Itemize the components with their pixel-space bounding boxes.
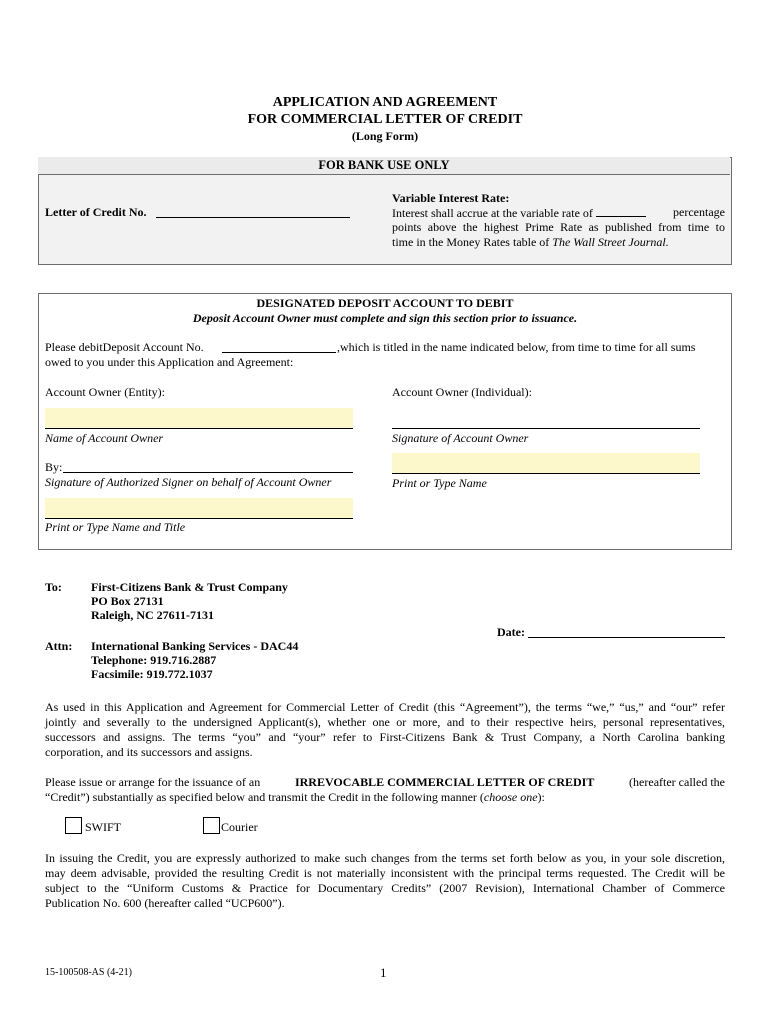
- deposit-line1-post: ,which is titled in the name indicated below, from time to time for all sums: [337, 340, 696, 354]
- individual-signature-caption: Signature of Account Owner: [392, 431, 529, 445]
- by-label: By:: [45, 460, 63, 474]
- bank-po-box: PO Box 27131: [91, 594, 164, 608]
- para1-line3: successors and assigns. The terms “you” and “your” refer to First-Citizens Bank & Trust Company, a North Carolina banking: [45, 730, 725, 744]
- bank-city: Raleigh, NC 27611-7131: [91, 608, 214, 622]
- para1-line2: jointly and severally to the undersigned Applicant(s), whether one or more, and to their respective heirs, personal representatives,: [45, 715, 725, 729]
- swift-checkbox[interactable]: [65, 817, 82, 834]
- individual-signature-field[interactable]: [392, 413, 700, 429]
- authorized-signer-caption: Signature of Authorized Signer on behalf of Account Owner: [45, 475, 332, 489]
- authorized-signer-signature-field[interactable]: [63, 458, 353, 473]
- entity-name-field[interactable]: [45, 408, 353, 429]
- letter-of-credit-number-field[interactable]: [156, 203, 350, 218]
- para3-line3: subject to the “Uniform Customs & Practice for Documentary Credits” (2007 Revision), International Chamber of Commerce: [45, 881, 725, 895]
- wall-street-journal-title: The Wall Street Journal.: [552, 235, 669, 249]
- deposit-heading: DESIGNATED DEPOSIT ACCOUNT TO DEBIT: [256, 296, 514, 310]
- irrevocable-credit-text: IRREVOCABLE COMMERCIAL LETTER OF CREDIT: [294, 775, 595, 789]
- swift-label: SWIFT: [85, 820, 121, 834]
- para1-line4: corporation, and its successors and assigns.: [45, 745, 253, 759]
- variable-rate-title: Variable Interest Rate:: [392, 191, 510, 205]
- rate-percentage-field[interactable]: [596, 205, 646, 217]
- para3-line1: In issuing the Credit, you are expressly authorized to make such changes from the terms set forth below as you, in your sole discretion,: [45, 851, 725, 865]
- bank-telephone: Telephone: 919.716.2887: [91, 653, 217, 667]
- bank-company-name: First-Citizens Bank & Trust Company: [91, 580, 288, 594]
- bank-facsimile: Facsimile: 919.772.1037: [91, 667, 213, 681]
- letter-of-credit-label: Letter of Credit No.: [45, 205, 147, 219]
- para3-line4: Publication No. 600 (hereafter called “UCP600”).: [45, 896, 285, 910]
- date-field[interactable]: [528, 623, 725, 638]
- individual-print-name-field[interactable]: [392, 453, 700, 474]
- deposit-line1-pre: Please debitDeposit Account No.: [45, 340, 204, 354]
- bank-department: International Banking Services - DAC44: [91, 639, 299, 653]
- document-title-line2: FOR COMMERCIAL LETTER OF CREDIT: [247, 112, 523, 127]
- entity-print-name-title-field[interactable]: [45, 498, 353, 519]
- date-label: Date:: [497, 625, 525, 639]
- rate-line-3: time in the Money Rates table of The Wall Street Journal.: [392, 235, 669, 249]
- deposit-account-number-field[interactable]: [222, 338, 336, 353]
- rate-line-2: points above the highest Prime Rate as published from time to: [392, 220, 725, 234]
- para2-line1: Please issue or arrange for the issuance of an IRREVOCABLE COMMERCIAL LETTER OF CREDIT (hereafter called the: [45, 775, 725, 789]
- para1-line1: As used in this Application and Agreement for Commercial Letter of Credit (this “Agreement”), the terms “we,” “us,” and “our” refer: [45, 700, 725, 714]
- page-number: 1: [380, 965, 387, 980]
- print-name-title-caption: Print or Type Name and Title: [45, 520, 186, 534]
- document-subtitle: (Long Form): [351, 129, 419, 143]
- document-title-line1: APPLICATION AND AGREEMENT: [272, 95, 498, 110]
- individual-print-name-caption: Print or Type Name: [392, 476, 487, 490]
- deposit-subheading: Deposit Account Owner must complete and sign this section prior to issuance.: [192, 311, 578, 325]
- para2-line2: “Credit”) substantially as specified below and transmit the Credit in the following manner (choose one):: [45, 790, 545, 804]
- form-identifier: 15-100508-AS (4-21): [45, 967, 132, 978]
- courier-label: Courier: [221, 820, 258, 834]
- to-label: To:: [45, 580, 62, 594]
- entity-name-caption: Name of Account Owner: [45, 431, 164, 445]
- entity-label: Account Owner (Entity):: [45, 385, 165, 399]
- deposit-line2: owed to you under this Application and Agreement:: [45, 355, 294, 369]
- rate-line-1: Interest shall accrue at the variable rate of percentage: [392, 205, 725, 220]
- bank-use-heading: FOR BANK USE ONLY: [38, 157, 730, 175]
- courier-checkbox[interactable]: [203, 817, 220, 834]
- individual-label: Account Owner (Individual):: [392, 385, 532, 399]
- attn-label: Attn:: [45, 639, 73, 653]
- para3-line2: may deem advisable, provided the resulting Credit is not materially inconsistent with the principal terms requested. The Credit will be: [45, 866, 725, 880]
